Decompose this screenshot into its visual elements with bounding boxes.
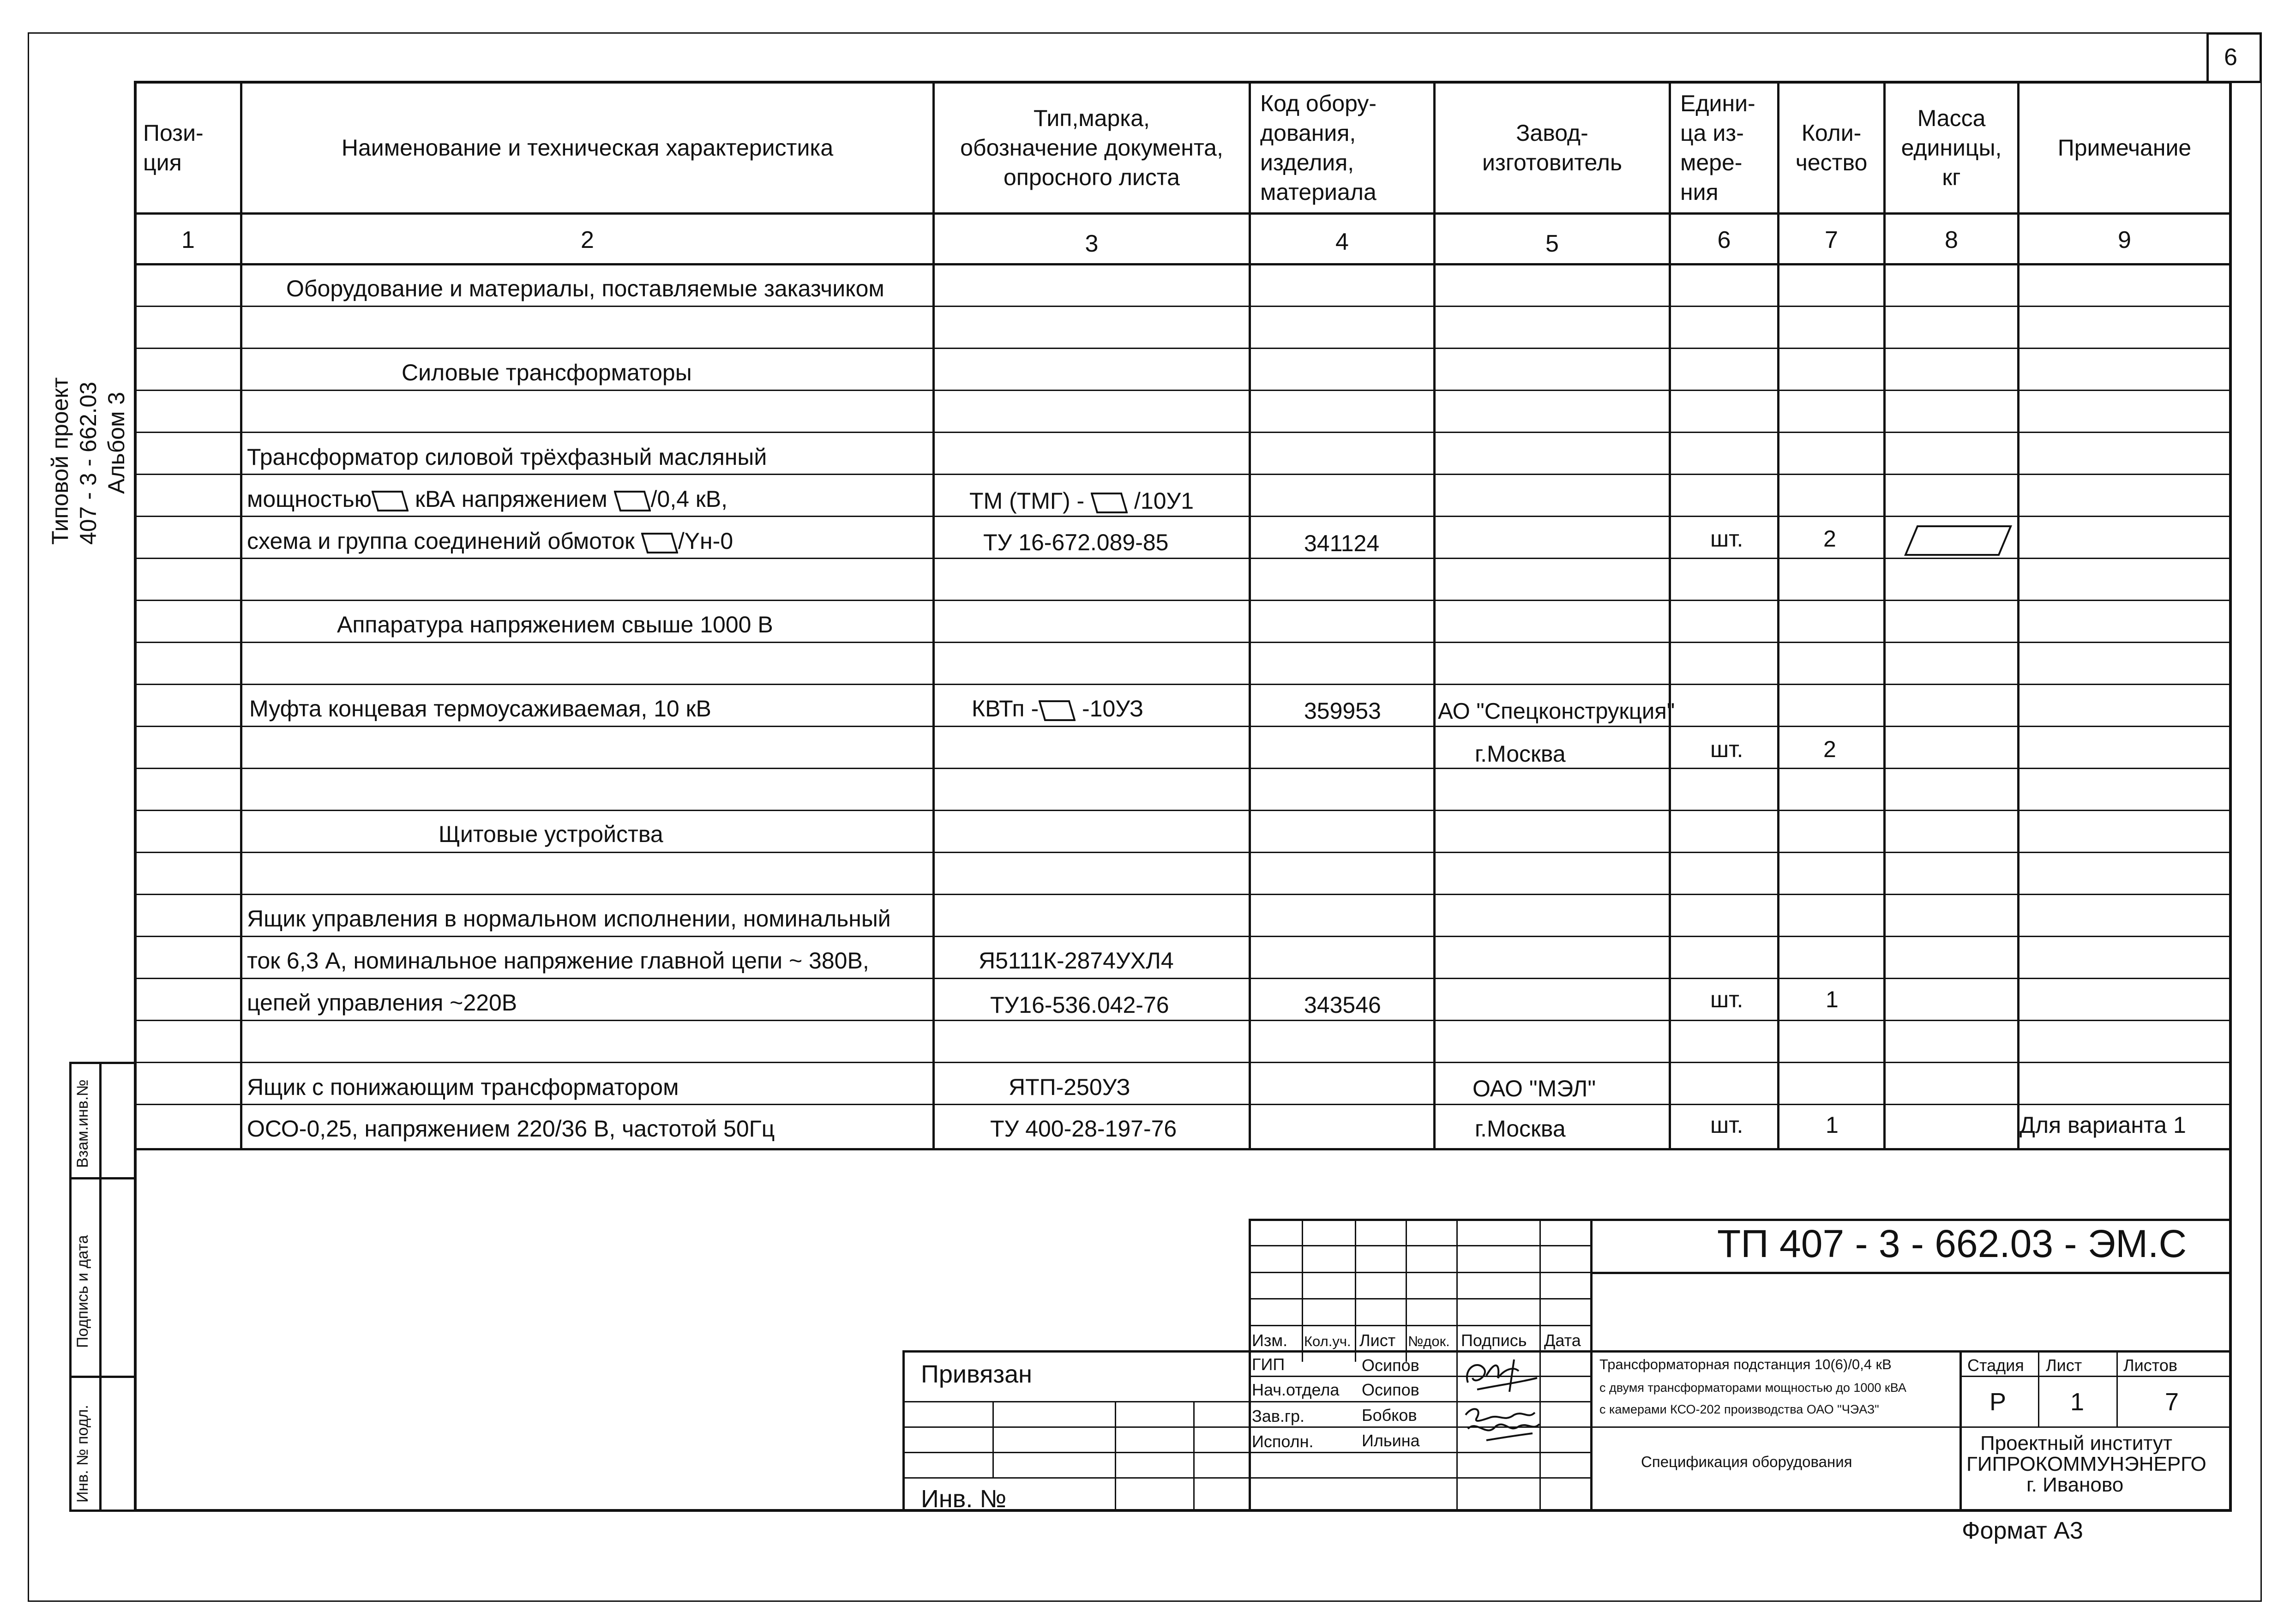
tb-listov-value: 7	[2165, 1388, 2179, 1416]
tb-role-gip: ГИП	[1252, 1355, 1285, 1374]
tb-name-gip: Осипов	[1362, 1356, 1419, 1375]
tb-line	[1959, 1376, 2232, 1377]
header-maker: Завод- изготовитель	[1482, 120, 1623, 175]
text-fragment: схема и группа соединений обмоток	[247, 528, 635, 554]
strip-podpis-data: Подпись и дата	[74, 1235, 91, 1348]
column-number: 5	[1545, 230, 1559, 257]
tb-name-nach: Осипов	[1362, 1380, 1419, 1399]
row-line	[134, 390, 2232, 391]
sheet-format: Формат А3	[1962, 1517, 2083, 1544]
header-line	[134, 212, 2232, 215]
text-fragment: /10У1	[1134, 488, 1194, 514]
tb-org-line1: Проектный институт	[1980, 1432, 2173, 1455]
row-line	[134, 1020, 2232, 1021]
item-transformer-tu: ТУ 16-672.089-85	[983, 529, 1169, 555]
tb-hdr-koluch: Кол.уч.	[1304, 1333, 1351, 1349]
tb-line	[992, 1401, 994, 1477]
item-coupling-qty: 2	[1823, 736, 1836, 762]
tb-line	[1590, 1272, 2232, 1274]
strip-vzam-inv: Взам.инв.№	[74, 1079, 91, 1168]
tb-inv-no: Инв. №	[921, 1485, 1007, 1513]
tb-line	[1249, 1452, 1590, 1453]
tb-name-ispoln: Ильина	[1362, 1431, 1420, 1450]
strip-divider	[99, 1062, 102, 1512]
tb-line	[2038, 1350, 2039, 1426]
row-line	[134, 852, 2232, 853]
side-stamp-line3: Альбом 3	[103, 391, 129, 494]
tb-line	[1249, 1350, 2232, 1353]
tb-line	[1355, 1219, 1356, 1362]
row-line	[134, 684, 2232, 685]
blank-field-icon	[372, 490, 409, 511]
item-transformer-name-1: Трансформатор силовой трёхфазный масляный	[247, 444, 767, 470]
item-transformer-type	[969, 489, 1194, 513]
tb-object-line1: Трансформаторная подстанция 10(6)/0,4 кВ	[1599, 1356, 1892, 1372]
tb-line	[1249, 1298, 1590, 1299]
tb-line	[1590, 1219, 1593, 1512]
row-line	[134, 348, 2232, 349]
tb-line	[902, 1350, 905, 1512]
row-line	[134, 726, 2232, 727]
blank-field-icon	[641, 532, 678, 553]
tb-hdr-list: Лист	[1359, 1331, 1396, 1350]
text-fragment: /Yн-0	[678, 528, 733, 554]
item-coupling-unit: шт.	[1710, 736, 1743, 762]
signature-bobkov	[1459, 1401, 1542, 1445]
tb-line	[1302, 1219, 1303, 1362]
item-coupling-code: 359953	[1304, 698, 1381, 724]
header-position: Пози- ция	[143, 120, 204, 175]
tb-line	[902, 1452, 1249, 1453]
item-stepdown-box-note: Для варианта 1	[2020, 1112, 2186, 1138]
header-unit: Едини- ца из- мере- ния	[1680, 90, 1755, 205]
text-fragment: -10УЗ	[1082, 696, 1144, 722]
tb-line	[1590, 1426, 2232, 1428]
side-stamp-line1: Типовой проект	[47, 377, 73, 545]
item-transformer-unit: шт.	[1710, 526, 1743, 552]
blank-mass-field-icon	[1893, 524, 2013, 557]
row-line	[134, 642, 2232, 643]
item-control-box-name-1: Ящик управления в нормальном исполнении, номинальный	[247, 906, 891, 932]
tb-role-nach: Нач.отдела	[1252, 1380, 1340, 1399]
item-transformer-code: 341124	[1304, 530, 1380, 556]
tb-line	[1249, 1477, 1590, 1479]
tb-line	[1193, 1401, 1195, 1512]
item-control-box-unit: шт.	[1710, 986, 1743, 1012]
row-line	[134, 894, 2232, 895]
blank-field-icon	[1039, 700, 1076, 721]
row-line	[134, 768, 2232, 769]
tb-line	[902, 1401, 1249, 1402]
tb-role-ispoln: Исполн.	[1252, 1432, 1314, 1451]
strip-divider	[69, 1376, 136, 1378]
row-line	[134, 1062, 2232, 1063]
row-line	[134, 432, 2232, 433]
header-name: Наименование и техническая характеристика	[341, 135, 834, 161]
tb-org-line3: г. Иваново	[2026, 1474, 2124, 1496]
blank-field-icon	[1091, 492, 1128, 513]
signature-osipov	[1459, 1350, 1542, 1401]
tb-name-zav: Бобков	[1362, 1406, 1417, 1425]
column-number: 2	[581, 227, 594, 253]
tb-line	[1456, 1219, 1458, 1512]
column-number: 4	[1335, 229, 1349, 255]
text-fragment: ТМ (ТМГ) -	[969, 488, 1085, 514]
tb-hdr-ndok: №док.	[1408, 1333, 1450, 1349]
item-control-box-tu: ТУ16-536.042-76	[990, 992, 1169, 1018]
row-line	[134, 600, 2232, 601]
item-stepdown-box-name-2: ОСО-0,25, напряжением 220/36 В, частотой 50Гц	[247, 1116, 775, 1142]
section-switchgear: Щитовые устройства	[439, 821, 663, 847]
tb-line	[2116, 1350, 2118, 1426]
document-designation: ТП 407 - 3 - 662.03 - ЭМ.С	[1717, 1222, 2187, 1265]
item-stepdown-box-name-1: Ящик с понижающим трансформатором	[247, 1074, 679, 1100]
column-number: 8	[1945, 227, 1958, 253]
tb-line	[1249, 1245, 1590, 1246]
item-coupling-name: Муфта концевая термоусаживаемая, 10 кВ	[249, 696, 711, 722]
header-code: Код обору- дования, изделия, материала	[1260, 90, 1377, 205]
item-stepdown-box-unit: шт.	[1710, 1112, 1743, 1138]
text-fragment: /0,4 кВ,	[650, 486, 728, 512]
item-control-box-type: Я5111К-2874УХЛ4	[979, 948, 1174, 974]
item-transformer-qty: 2	[1823, 526, 1836, 552]
header-note: Примечание	[2057, 135, 2192, 161]
column-number: 3	[1085, 230, 1099, 257]
item-transformer-name-3	[247, 529, 733, 553]
item-stepdown-box-tu: ТУ 400-28-197-76	[990, 1116, 1177, 1142]
tb-line	[1249, 1272, 1590, 1273]
section-power-transformers: Силовые трансформаторы	[402, 360, 692, 385]
row-line	[134, 516, 2232, 517]
item-stepdown-box-type: ЯТП-250УЗ	[1009, 1074, 1130, 1100]
tb-line	[1249, 1325, 1590, 1326]
item-coupling-type	[972, 697, 1143, 721]
item-coupling-city: г.Москва	[1475, 741, 1566, 767]
row-line	[134, 1104, 2232, 1105]
row-line	[134, 474, 2232, 475]
tb-hdr-data: Дата	[1544, 1331, 1581, 1350]
tb-line	[1249, 1219, 2232, 1221]
column-number: 7	[1825, 227, 1838, 253]
side-stamp	[46, 377, 131, 545]
tb-role-zav: Зав.гр.	[1252, 1407, 1305, 1426]
blank-field-icon	[614, 490, 651, 511]
tb-list-value: 1	[2070, 1388, 2085, 1416]
tb-line	[1249, 1219, 1251, 1512]
row-line	[134, 558, 2232, 559]
item-stepdown-box-maker: ОАО "МЭЛ"	[1473, 1076, 1596, 1101]
row-line	[134, 936, 2232, 937]
item-control-box-name-2: ток 6,3 А, номинальное напряжение главной цепи ~ 380В,	[247, 948, 869, 974]
item-stepdown-box-city: г.Москва	[1475, 1116, 1566, 1142]
tb-line	[902, 1426, 1249, 1428]
table-bottom-line	[134, 1148, 2232, 1150]
header-quantity: Коли- чество	[1795, 120, 1868, 175]
header-line	[134, 263, 2232, 265]
text-fragment: кВА напряжением	[415, 486, 607, 512]
item-stepdown-box-qty: 1	[1826, 1112, 1839, 1138]
item-control-box-qty: 1	[1826, 986, 1839, 1012]
tb-org-line2: ГИПРОКОММУНЭНЕРГО	[1966, 1453, 2206, 1475]
tb-line	[1959, 1350, 1962, 1512]
tb-line	[1115, 1401, 1116, 1512]
row-line	[134, 978, 2232, 979]
item-transformer-name-2	[247, 487, 727, 511]
tb-listov-label: Листов	[2123, 1356, 2177, 1375]
section-hv-apparatus: Аппаратура напряжением свыше 1000 В	[337, 612, 773, 638]
tb-hdr-podpis: Подпись	[1461, 1331, 1527, 1350]
column-number: 9	[2118, 227, 2131, 253]
text-fragment: КВТп -	[972, 696, 1039, 722]
strip-divider	[69, 1177, 136, 1179]
tb-stadia-value: Р	[1989, 1388, 2007, 1416]
side-stamp-line2: 407 - 3 - 662.03	[75, 381, 101, 545]
tb-line	[902, 1350, 1249, 1353]
column-number: 1	[181, 227, 195, 253]
tb-stadia-label: Стадия	[1967, 1356, 2024, 1375]
tb-sheet-title: Спецификация оборудования	[1641, 1453, 1852, 1470]
header-type: Тип,марка, обозначение документа, опросного листа	[960, 105, 1223, 190]
column-number: 6	[1717, 227, 1731, 253]
tb-object-line2: с двумя трансформаторами мощностью до 1000 кВА	[1599, 1381, 1906, 1395]
tb-object-line3: с камерами КСО-202 производства ОАО "ЧЭАЗ"	[1599, 1402, 1879, 1416]
tb-line	[902, 1477, 1249, 1479]
item-coupling-maker: АО "Спецконструкция"	[1438, 699, 1675, 724]
section-customer-supplied: Оборудование и материалы, поставляемые заказчиком	[286, 276, 884, 301]
tb-line	[1406, 1219, 1407, 1362]
item-control-box-code: 343546	[1304, 992, 1381, 1018]
tb-privyazan: Привязан	[921, 1360, 1032, 1388]
sheet-number: 6	[2224, 44, 2237, 71]
tb-list-label: Лист	[2046, 1356, 2082, 1375]
header-mass: Масса единицы, кг	[1901, 105, 2002, 190]
row-line	[134, 306, 2232, 307]
text-fragment: мощностью	[247, 486, 372, 512]
strip-inv-podl: Инв. № подл.	[74, 1405, 91, 1503]
row-line	[134, 810, 2232, 811]
tb-hdr-izm: Изм.	[1252, 1331, 1288, 1350]
item-control-box-name-3: цепей управления ~220В	[247, 990, 517, 1016]
